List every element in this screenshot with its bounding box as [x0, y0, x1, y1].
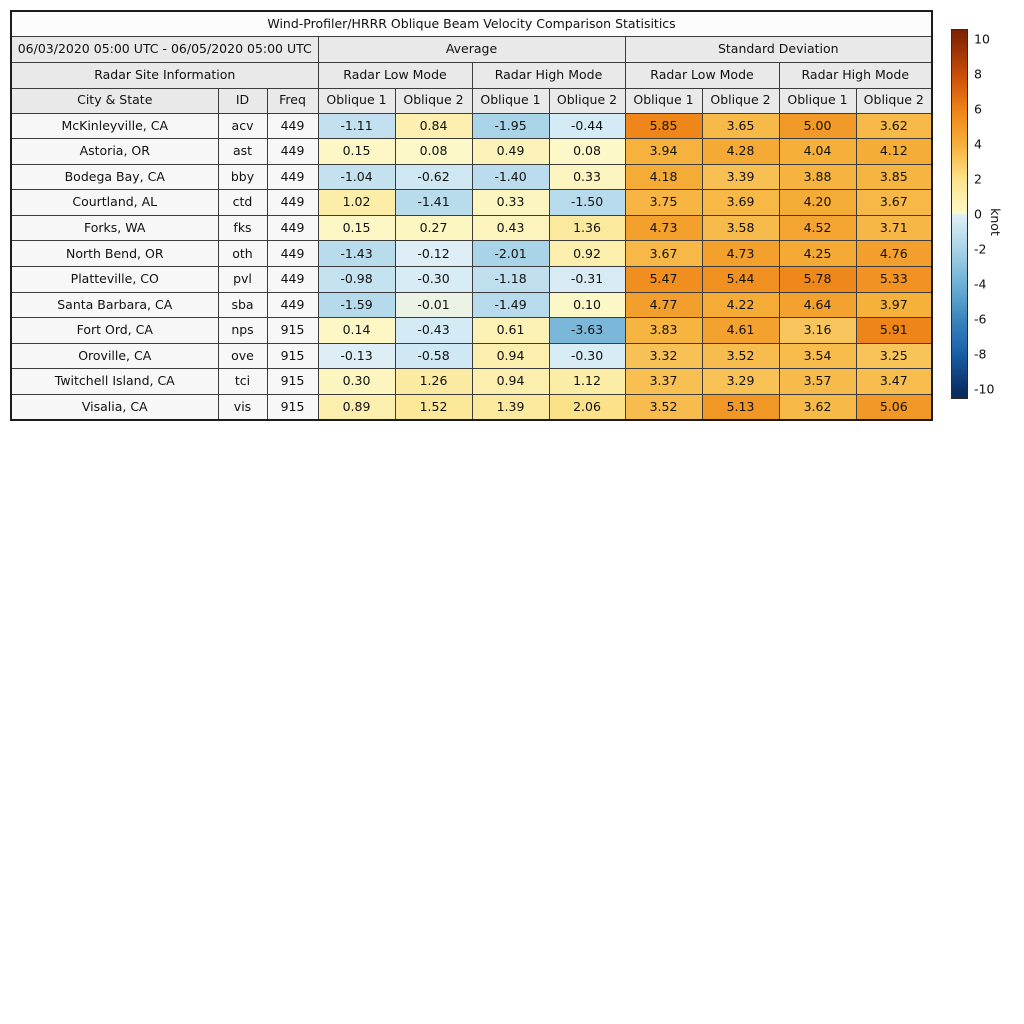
value-cell: -0.13 — [318, 343, 395, 369]
std-low-mode-header: Radar Low Mode — [625, 62, 779, 88]
city-state-column-header: City & State — [11, 88, 218, 113]
freq-cell: 915 — [267, 343, 318, 369]
value-cell: 0.61 — [472, 318, 549, 344]
value-cell: 3.65 — [702, 113, 779, 139]
freq-cell: 915 — [267, 369, 318, 395]
id-column-header: ID — [218, 88, 267, 113]
value-cell: 4.25 — [779, 241, 856, 267]
value-cell: 0.33 — [549, 164, 625, 190]
oblique-column-header: Oblique 2 — [702, 88, 779, 113]
value-cell: 4.52 — [779, 215, 856, 241]
colorbar-tick-label: -8 — [974, 346, 987, 362]
value-cell: 4.77 — [625, 292, 702, 318]
table-row — [11, 139, 932, 165]
id-cell: ove — [218, 343, 267, 369]
value-cell: 5.47 — [625, 267, 702, 293]
table-row — [11, 318, 932, 344]
value-cell: -0.62 — [395, 164, 472, 190]
value-cell: 3.85 — [856, 164, 932, 190]
freq-cell: 449 — [267, 190, 318, 216]
value-cell: 0.14 — [318, 318, 395, 344]
value-cell: 5.13 — [702, 395, 779, 421]
value-cell: 3.67 — [625, 241, 702, 267]
value-cell: -0.30 — [395, 267, 472, 293]
value-cell: 3.71 — [856, 215, 932, 241]
table-row — [11, 164, 932, 190]
value-cell: 0.84 — [395, 113, 472, 139]
city-cell: Oroville, CA — [11, 343, 218, 369]
value-cell: 4.28 — [702, 139, 779, 165]
colorbar-unit-label: knot — [988, 208, 1003, 236]
value-cell: -0.01 — [395, 292, 472, 318]
value-cell: 3.37 — [625, 369, 702, 395]
value-cell: -3.63 — [549, 318, 625, 344]
colorbar-tick-label: 10 — [974, 31, 990, 47]
value-cell: 3.94 — [625, 139, 702, 165]
date-range-cell: 06/03/2020 05:00 UTC - 06/05/2020 05:00 UTC — [11, 36, 318, 62]
value-cell: 3.57 — [779, 369, 856, 395]
table-row — [11, 292, 932, 318]
value-cell: 1.52 — [395, 395, 472, 421]
value-cell: 3.39 — [702, 164, 779, 190]
value-cell: 0.49 — [472, 139, 549, 165]
colorbar-gradient — [951, 29, 968, 399]
colorbar-tick-label: 6 — [974, 101, 982, 117]
value-cell: 5.44 — [702, 267, 779, 293]
freq-cell: 449 — [267, 241, 318, 267]
colorbar-tick-label: 2 — [974, 171, 982, 187]
id-cell: pvl — [218, 267, 267, 293]
city-cell: Fort Ord, CA — [11, 318, 218, 344]
value-cell: 3.52 — [702, 343, 779, 369]
title-row — [11, 11, 932, 36]
value-cell: 3.62 — [856, 113, 932, 139]
value-cell: -1.11 — [318, 113, 395, 139]
value-cell: -0.43 — [395, 318, 472, 344]
value-cell: -1.18 — [472, 267, 549, 293]
freq-cell: 449 — [267, 292, 318, 318]
value-cell: 4.73 — [702, 241, 779, 267]
city-cell: Santa Barbara, CA — [11, 292, 218, 318]
value-cell: 0.30 — [318, 369, 395, 395]
value-cell: 0.10 — [549, 292, 625, 318]
value-cell: -1.59 — [318, 292, 395, 318]
value-cell: 3.47 — [856, 369, 932, 395]
value-cell: -2.01 — [472, 241, 549, 267]
value-cell: 5.33 — [856, 267, 932, 293]
city-cell: Bodega Bay, CA — [11, 164, 218, 190]
value-cell: 3.67 — [856, 190, 932, 216]
value-cell: 0.94 — [472, 343, 549, 369]
city-cell: North Bend, OR — [11, 241, 218, 267]
id-cell: fks — [218, 215, 267, 241]
table-row — [11, 190, 932, 216]
value-cell: 4.04 — [779, 139, 856, 165]
freq-cell: 915 — [267, 318, 318, 344]
id-cell: ast — [218, 139, 267, 165]
value-cell: 3.52 — [625, 395, 702, 421]
std-deviation-group-header: Standard Deviation — [625, 36, 932, 62]
value-cell: 3.29 — [702, 369, 779, 395]
colorbar-tick-label: -10 — [974, 381, 995, 397]
id-cell: sba — [218, 292, 267, 318]
city-cell: Platteville, CO — [11, 267, 218, 293]
colorbar-tick-label: -2 — [974, 241, 987, 257]
value-cell: -1.40 — [472, 164, 549, 190]
average-group-header: Average — [318, 36, 625, 62]
value-cell: 4.64 — [779, 292, 856, 318]
value-cell: 0.94 — [472, 369, 549, 395]
oblique-column-header: Oblique 1 — [472, 88, 549, 113]
value-cell: 1.39 — [472, 395, 549, 421]
value-cell: -1.50 — [549, 190, 625, 216]
value-cell: 3.88 — [779, 164, 856, 190]
column-header-row — [11, 88, 932, 113]
value-cell: 1.26 — [395, 369, 472, 395]
value-cell: -0.58 — [395, 343, 472, 369]
value-cell: 0.43 — [472, 215, 549, 241]
group-header-row — [11, 36, 932, 62]
value-cell: 5.85 — [625, 113, 702, 139]
value-cell: 3.75 — [625, 190, 702, 216]
value-cell: -0.30 — [549, 343, 625, 369]
colorbar-tick-label: 4 — [974, 136, 982, 152]
avg-high-mode-header: Radar High Mode — [472, 62, 625, 88]
oblique-column-header: Oblique 2 — [549, 88, 625, 113]
table-row — [11, 369, 932, 395]
table-row — [11, 113, 932, 139]
value-cell: 2.06 — [549, 395, 625, 421]
id-cell: oth — [218, 241, 267, 267]
freq-cell: 449 — [267, 164, 318, 190]
value-cell: 4.22 — [702, 292, 779, 318]
city-cell: Twitchell Island, CA — [11, 369, 218, 395]
colorbar-tick-label: -4 — [974, 276, 987, 292]
city-cell: McKinleyville, CA — [11, 113, 218, 139]
value-cell: 3.32 — [625, 343, 702, 369]
value-cell: 3.25 — [856, 343, 932, 369]
value-cell: 3.83 — [625, 318, 702, 344]
value-cell: 1.12 — [549, 369, 625, 395]
oblique-column-header: Oblique 1 — [779, 88, 856, 113]
table-row — [11, 241, 932, 267]
freq-cell: 915 — [267, 395, 318, 421]
oblique-column-header: Oblique 2 — [856, 88, 932, 113]
value-cell: 5.78 — [779, 267, 856, 293]
mode-header-row — [11, 62, 932, 88]
value-cell: -1.41 — [395, 190, 472, 216]
city-cell: Forks, WA — [11, 215, 218, 241]
value-cell: -0.12 — [395, 241, 472, 267]
value-cell: 0.89 — [318, 395, 395, 421]
value-cell: 0.33 — [472, 190, 549, 216]
table-row — [11, 267, 932, 293]
id-cell: ctd — [218, 190, 267, 216]
oblique-column-header: Oblique 2 — [395, 88, 472, 113]
value-cell: 3.54 — [779, 343, 856, 369]
value-cell: 4.76 — [856, 241, 932, 267]
site-info-header: Radar Site Information — [11, 62, 318, 88]
freq-cell: 449 — [267, 215, 318, 241]
value-cell: 4.61 — [702, 318, 779, 344]
value-cell: -0.44 — [549, 113, 625, 139]
value-cell: 3.62 — [779, 395, 856, 421]
table-row — [11, 395, 932, 421]
value-cell: 0.15 — [318, 215, 395, 241]
value-cell: 0.15 — [318, 139, 395, 165]
value-cell: 5.91 — [856, 318, 932, 344]
id-cell: nps — [218, 318, 267, 344]
value-cell: -1.95 — [472, 113, 549, 139]
city-cell: Visalia, CA — [11, 395, 218, 421]
value-cell: 4.20 — [779, 190, 856, 216]
freq-cell: 449 — [267, 139, 318, 165]
value-cell: 1.36 — [549, 215, 625, 241]
value-cell: 4.73 — [625, 215, 702, 241]
value-cell: 0.27 — [395, 215, 472, 241]
value-cell: -1.49 — [472, 292, 549, 318]
freq-cell: 449 — [267, 267, 318, 293]
id-cell: acv — [218, 113, 267, 139]
value-cell: 0.08 — [549, 139, 625, 165]
value-cell: -0.98 — [318, 267, 395, 293]
value-cell: 5.00 — [779, 113, 856, 139]
colorbar-tick-label: 8 — [974, 66, 982, 82]
value-cell: -1.43 — [318, 241, 395, 267]
value-cell: 5.06 — [856, 395, 932, 421]
velocity-comparison-table — [10, 10, 933, 421]
id-cell: tci — [218, 369, 267, 395]
avg-low-mode-header: Radar Low Mode — [318, 62, 472, 88]
value-cell: 0.08 — [395, 139, 472, 165]
value-cell: -0.31 — [549, 267, 625, 293]
id-cell: bby — [218, 164, 267, 190]
oblique-column-header: Oblique 1 — [318, 88, 395, 113]
colorbar-tick-label: -6 — [974, 311, 987, 327]
freq-cell: 449 — [267, 113, 318, 139]
value-cell: -1.04 — [318, 164, 395, 190]
colorbar-tick-label: 0 — [974, 206, 982, 222]
value-cell: 3.69 — [702, 190, 779, 216]
city-cell: Astoria, OR — [11, 139, 218, 165]
value-cell: 3.97 — [856, 292, 932, 318]
value-cell: 4.12 — [856, 139, 932, 165]
oblique-column-header: Oblique 1 — [625, 88, 702, 113]
city-cell: Courtland, AL — [11, 190, 218, 216]
value-cell: 3.58 — [702, 215, 779, 241]
value-cell: 0.92 — [549, 241, 625, 267]
table-title: Wind-Profiler/HRRR Oblique Beam Velocity Comparison Statisitics — [11, 11, 932, 36]
value-cell: 1.02 — [318, 190, 395, 216]
std-high-mode-header: Radar High Mode — [779, 62, 932, 88]
value-cell: 4.18 — [625, 164, 702, 190]
freq-column-header: Freq — [267, 88, 318, 113]
table-row — [11, 215, 932, 241]
table-row — [11, 343, 932, 369]
id-cell: vis — [218, 395, 267, 421]
value-cell: 3.16 — [779, 318, 856, 344]
